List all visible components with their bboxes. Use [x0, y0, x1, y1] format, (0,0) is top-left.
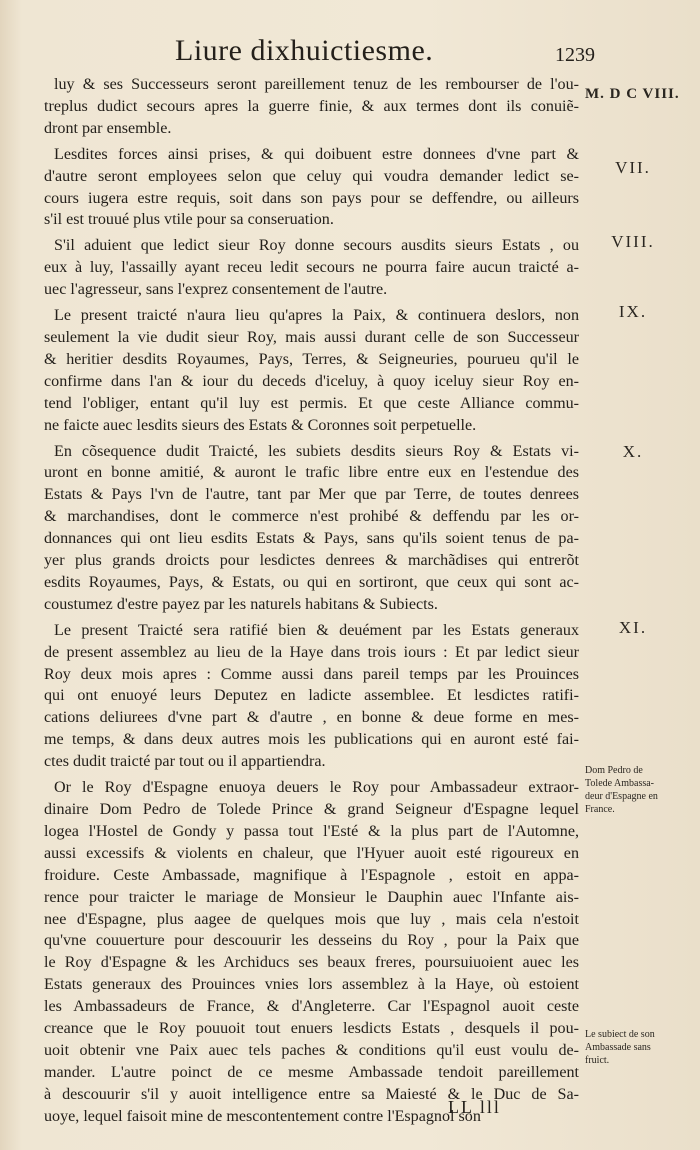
text-line: s'il est trouué plus vtile pour sa conseruation.: [44, 211, 334, 229]
paragraph: [44, 441, 579, 616]
text-line: dinaire Dom Pedro de Tolede Prince & grand Seigneur d'Espagne lequel: [44, 801, 579, 818]
paragraph: [44, 305, 579, 436]
text-line: & heritier desdits Royaumes, Pays, Terres, & Seigneuries, pourueu qu'il le: [44, 350, 579, 368]
text-line: eux à luy, l'assailly ayant receu ledit secours ne pourra faire aucun traicté a-: [44, 259, 579, 277]
text-line: à descouurir s'il y auoit intelligence entre sa Maiesté & le Duc de Sa-: [44, 1085, 579, 1103]
margin-article-10: X.: [622, 442, 644, 461]
text-line: yer plus grands droicts pour lesdictes denrees & marchãdises qui entrerõt: [44, 552, 579, 570]
text-line: Or le Roy d'Espagne enuoya deuers le Roy pour Ambassadeur extraor-: [54, 779, 579, 797]
running-title: Liure dixhuictiesme.: [175, 34, 434, 67]
text-line: qu'vne couuerture pour descouurir les desseins du Roy , pour la Paix que: [44, 932, 579, 950]
text-line: seulement la vie dudit sieur Roy, mais aussi durant celle de son Successeur: [44, 328, 579, 346]
running-header: [175, 34, 595, 74]
text-line: aussi excessifs & violents en chaleur, que l'Hyuer auoit esté rigoureux en: [44, 844, 579, 862]
text-line: les Ambassadeurs de France, & d'Angleterre. Car l'Espagnol auoit ceste: [44, 998, 579, 1016]
margin-article-8: VIII.: [611, 232, 655, 251]
text-line: logea l'Hostel de Gondy y passa tout l'Esté & la plus part de l'Automne,: [44, 822, 579, 840]
text-line: coustumez d'estre payez par les naturels habitans & Subiects.: [44, 595, 438, 613]
text-line: donnances qui ont lieu esdits Estats & Pays, sans qu'ils soient tenus de pa-: [44, 530, 579, 548]
text-line: cations deliurees d'vne part & d'autre , en bonne & deue forme en mes-: [44, 709, 579, 727]
text-line: ne faicte auec lesdits sieurs des Estats & Coronnes soit perpetuelle.: [44, 416, 477, 434]
paragraph: [44, 620, 579, 773]
margin-note-line: Tolede Ambassa-: [585, 778, 655, 789]
text-line: uront en bonne amitié, & auront le trafic libre entre eux en l'estendue des: [44, 464, 579, 482]
text-line: Estats & Pays l'vn de l'autre, tant par Mer que par Terre, de toutes denrees: [44, 486, 579, 504]
main-text: [44, 74, 579, 1132]
text-line: uoye, lequel faisoit mine de mescontentement contre l'Espagnol son: [44, 1107, 481, 1125]
page-number: 1239: [555, 44, 595, 66]
text-line: le Roy d'Espagne & les Archiducs ses beaux freres, poursuiuoient auec les: [44, 954, 579, 972]
margin-note-line: fruict.: [585, 1055, 610, 1066]
margin-note-embassy-purpose: [585, 1028, 685, 1067]
text-line: cours iugera estre requis, soit dans son pays pour se deffendre, ou ailleurs: [44, 189, 579, 207]
margin-note-line: deur d'Espagne en: [585, 791, 658, 802]
catchword-signature: LL lll: [448, 1097, 501, 1117]
text-line: Le present Traicté sera ratifié bien & deuément par les Estats generaux: [54, 621, 579, 639]
text-line: Estats generaux des Prouinces vnies lors assemblez à la Haye, où estoient: [44, 976, 579, 994]
margin-note-line: Le subiect de son: [585, 1029, 655, 1040]
text-line: froidure. Ceste Ambassade, magnifique à l'Espagnole , estoit en appa-: [44, 866, 579, 884]
text-line: En cõsequence dudit Traicté, les subiets desdits sieurs Roy & Estats vi-: [54, 442, 579, 460]
text-line: S'il aduient que ledict sieur Roy donne secours ausdits sieurs Estats , ou: [54, 237, 579, 255]
text-line: luy & ses Successeurs seront pareillement tenuz de les rembourser de l'ou-: [54, 76, 579, 93]
text-line: ctes dudit traicté par tout ou il appartiendra.: [44, 753, 326, 771]
text-line: uoit obtenir vne Paix auec tels paches & conditions qu'il eust voulu de-: [44, 1041, 579, 1059]
text-line: mander. L'autre poinct de ce mesme Ambassade tendoit pareillement: [44, 1063, 579, 1081]
margin-year: M. D C VIII.: [585, 86, 680, 102]
margin-article-11: XI.: [618, 618, 648, 637]
margin-article-9: IX.: [618, 302, 648, 321]
margin-note-line: Dom Pedro de: [585, 765, 643, 776]
paragraph: [44, 235, 579, 301]
text-line: & marchandises, dont le commerce n'est prohibé & deffendu par les or-: [44, 508, 579, 526]
margin-note-line: Ambassade sans: [585, 1042, 651, 1053]
text-line: Lesdites forces ainsi prises, & qui doibuent estre donnees d'vne part &: [54, 145, 579, 163]
text-line: Roy deux mois apres : Comme aussi dans pareil temps par les Prouinces: [44, 665, 579, 683]
text-line: tend l'obliger, entant qu'il luy est permis. Et que ceste Alliance commu-: [44, 394, 579, 412]
text-line: de present assemblez au lieu de la Haye dans trois iours : Et par ledict sieur: [44, 643, 579, 661]
text-line: rence pour traicter le mariage de Monsieur le Dauphin auec l'Infante ais-: [44, 888, 579, 906]
text-line: uec l'agresseur, sans l'exprez consentement de l'autre.: [44, 281, 388, 299]
text-line: confirme dans l'an & iour du deceds d'iceluy, à quoy iceluy sieur Roy en-: [44, 372, 579, 390]
text-line: creance que le Roy pouuoit tout enuers lesdicts Estats , desquels il pou-: [44, 1020, 579, 1038]
margin-note-ambassador: [585, 764, 685, 816]
text-line: me temps, & dans deux autres mois les publications qui en auront esté fai-: [44, 731, 579, 749]
paragraph: [44, 74, 579, 140]
margin-article-7: VII.: [615, 158, 651, 177]
text-line: nee d'Espagne, plus aagee de quelques mois que luy , mais cela n'estoit: [44, 910, 579, 928]
text-line: qui ont enuoyé leurs Deputez en ladicte assemblee. Et lesdictes ratifi-: [44, 687, 579, 705]
paragraph: [44, 144, 579, 232]
text-line: esdits Royaumes, Pays, & Estats, ou qui en sortiront, que ceux qui sont ac-: [44, 573, 579, 591]
text-line: dront par ensemble.: [44, 119, 172, 137]
text-line: d'autre seront employees selon que celuy qui voudra demander ledict se-: [44, 167, 579, 185]
paragraph: [44, 777, 579, 1128]
margin-note-line: France.: [585, 804, 615, 815]
text-line: Le present traicté n'aura lieu qu'apres la Paix, & continuera deslors, non: [54, 307, 579, 325]
text-line: treplus dudict secours apres la guerre finie, & aux termes dont ils conuiẽ-: [44, 97, 579, 115]
